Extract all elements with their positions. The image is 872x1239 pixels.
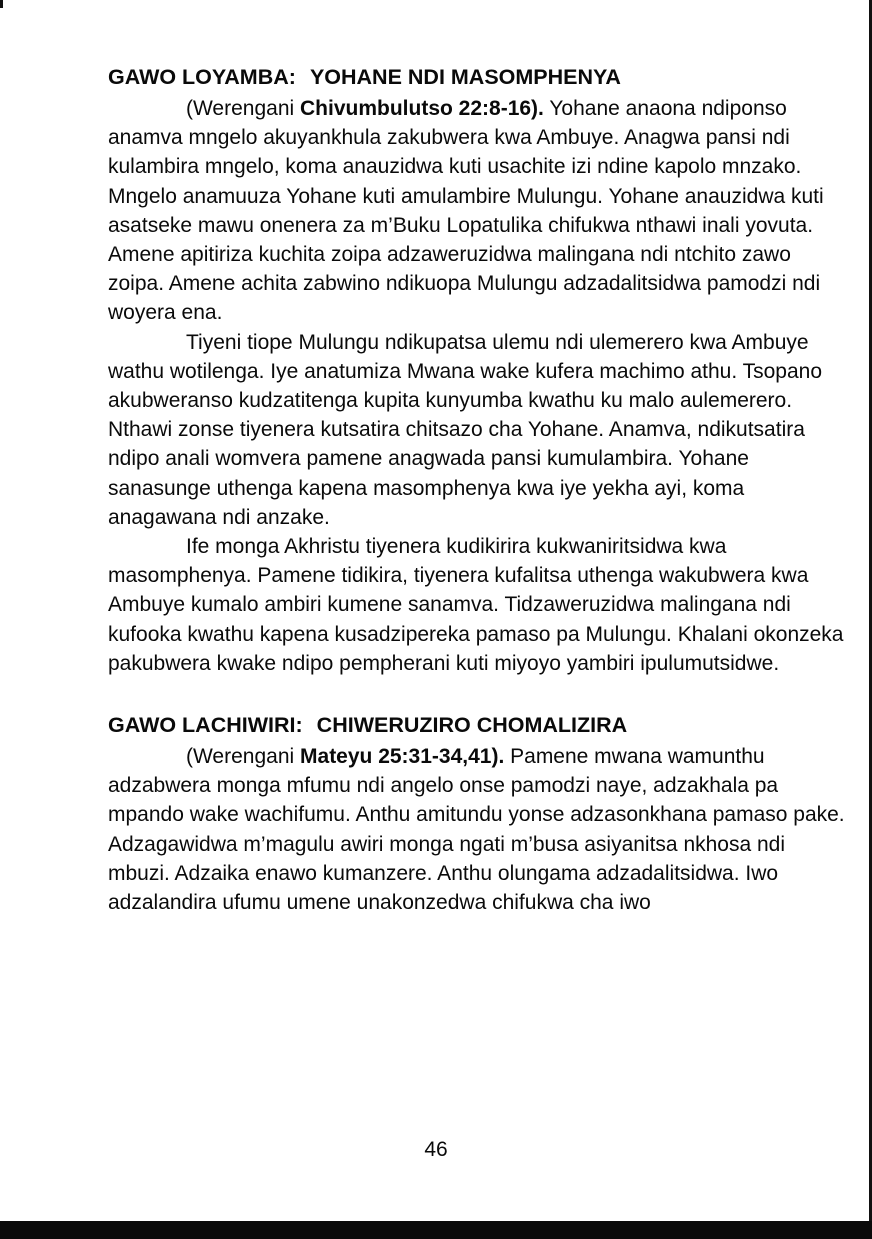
reading-prefix: (Werengani — [186, 745, 301, 769]
paragraph — [108, 94, 848, 328]
section-label: GAWO LOYAMBA: — [108, 65, 296, 89]
page-content — [108, 62, 848, 917]
scripture-reference: Mateyu 25:31-34,41). — [300, 745, 505, 769]
section-title: YOHANE NDI MASOMPHENYA — [309, 65, 621, 89]
page-number: 46 — [424, 1138, 448, 1161]
paragraph-text: Pamene mwana wamunthu adzabwera monga mfumu ndi angelo onse pamodzi naye, adzakhala pa mpando wake wachifumu. Anthu amitundu yonse adzasonkhana pamaso pake. Adzagawidwa m’magulu awiri monga ngati m’busa asiyanitsa nkhosa ndi mbuzi. Adzaika enawo kumanzere. Anthu olungama adzadalitsidwa. Iwo adzalandira ufumu umene unakonzedwa chifukwa cha iwo — [108, 745, 845, 915]
section-label: GAWO LACHIWIRI: — [108, 713, 303, 738]
scan-bottom-edge — [0, 1221, 872, 1239]
paragraph — [108, 328, 848, 532]
reading-prefix: (Werengani — [186, 97, 301, 120]
paragraph — [108, 742, 848, 917]
section-title: CHIWERUZIRO CHOMALIZIRA — [316, 713, 628, 738]
scripture-reference: Chivumbulutso 22:8-16). — [300, 97, 544, 120]
paragraph-text: Tiyeni tiope Mulungu ndikupatsa ulemu ndi ulemerero kwa Ambuye wathu wotilenga. Iye anatumiza Mwana wake kufera machimo athu. Tsopano akubweranso kudzatitenga kupita kunyumba kwathu ku malo aulemerero. Nthawi zonse tiyenera kutsatira chitsazo cha Yohane. Anamva, ndikutsatira ndipo anali womvera pamene anagwada pansi kumulambira. Yohane sanasunge uthenga kapena masomphenya kwa iye yekha ayi, koma anagawana ndi anzake. — [108, 330, 823, 529]
section-heading-lachiwiri — [108, 710, 848, 740]
paragraph — [108, 532, 848, 678]
paragraph-text: Ife monga Akhristu tiyenera kudikirira kukwaniritsidwa kwa masomphenya. Pamene tidikira, tiyenera kufalitsa uthenga wakubwera kwa Ambuye kumalo ambiri kumene sanamva. Tidzaweruzidwa malingana ndi kufooka kwathu kapena kusadzipereka pamaso pa Mulungu. Khalani okonzeka pakubwera kwake ndipo pempherani kuti miyoyo yambiri ipulumutsidwe. — [108, 535, 844, 675]
section-heading-loyamba — [108, 62, 848, 92]
scan-corner-mark — [0, 0, 3, 8]
paragraph-text: Yohane anaona ndiponso anamva mngelo akuyankhula zakubwera kwa Ambuye. Anagwa pansi ndi kulambira mngelo, koma anauzidwa kuti usachite izi ndine kapolo mnzako. Mngelo anamuuza Yohane kuti amulambire Mulungu. Yohane anauzidwa kuti asatseke mawu onenera za m’Buku Lopatulika chifukwa nthawi inali yovuta. Amene apitiriza kuchita zoipa adzaweruzidwa malingana ndi ntchito zawo zoipa. Amene achita zabwino ndikuopa Mulungu adzadalitsidwa pamodzi ndi woyera ena. — [108, 97, 824, 325]
